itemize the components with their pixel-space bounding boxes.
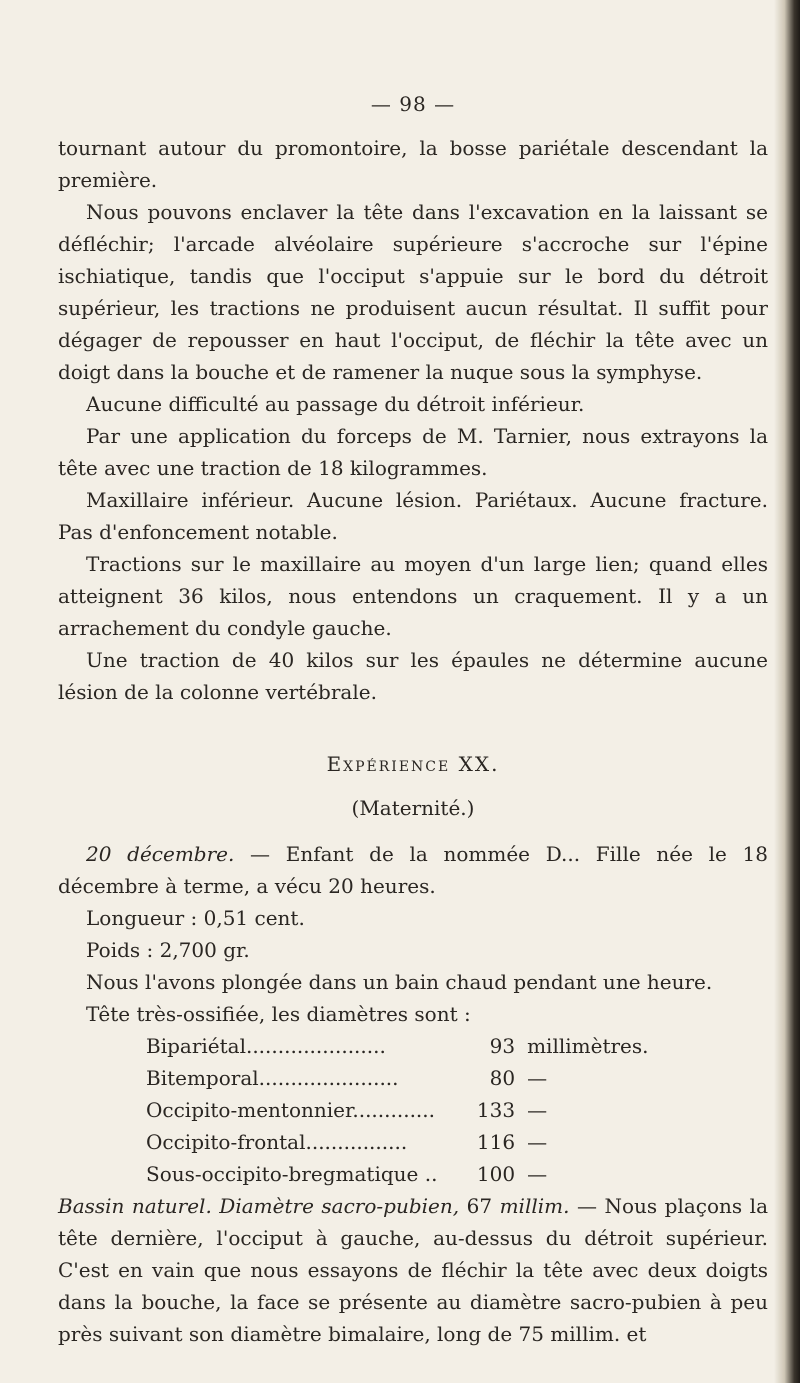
paragraph: Par une application du forceps de M. Tarnier, nous extrayons la tête avec une traction de 18 kilogrammes.	[58, 424, 768, 480]
paragraph: Aucune difficulté au passage du détroit inférieur.	[86, 392, 585, 416]
date-label: 20 décembre.	[86, 842, 235, 866]
longueur-line: Longueur : 0,51 cent.	[86, 906, 305, 930]
poids-line: Poids : 2,700 gr.	[86, 938, 250, 962]
measurement-label: Occipito-frontal................	[146, 1130, 408, 1154]
measurement-value: 93	[489, 1034, 516, 1058]
measurement-label: Bitemporal......................	[146, 1066, 399, 1090]
experience-subheading: (Maternité.)	[351, 796, 475, 820]
page-binding-edge	[774, 0, 800, 1383]
measurement-row	[146, 1062, 666, 1094]
page-number: — 98 —	[370, 92, 456, 116]
measurement-row	[146, 1094, 666, 1126]
measurement-value: 80	[489, 1066, 516, 1090]
measurement-value: 100	[476, 1162, 516, 1186]
bassin-paragraph	[58, 1190, 768, 1350]
measurement-value: 116	[476, 1130, 516, 1154]
measurement-row	[146, 1030, 666, 1062]
bassin-value: 67	[459, 1194, 500, 1218]
bassin-unit: millim.	[499, 1194, 570, 1218]
experience-heading-text: Expérience XX.	[326, 752, 500, 776]
measurement-label: Bipariétal......................	[146, 1034, 386, 1058]
measurement-unit: —	[527, 1066, 548, 1090]
experience-heading	[58, 748, 768, 780]
paragraph: Nous pouvons enclaver la tête dans l'excavation en la laissant se défléchir; l'arcade alvéolaire supérieure s'accroche sur l'épine ischiatique, tandis que l'occiput s'appuie sur le bord du détroit supérieur, les tractions ne produisent aucun résultat. Il suffit pour dégager de repousser en haut l'occiput, de fléchir la tête avec un doigt dans la bouche et de ramener la nuque sous la symphyse.	[58, 200, 768, 384]
bassin-label: Bassin naturel. Diamètre sacro-pubien,	[58, 1194, 460, 1218]
measurement-unit: —	[527, 1162, 548, 1186]
paragraph: Une traction de 40 kilos sur les épaules ne détermine aucune lésion de la colonne vertébrale.	[58, 648, 768, 704]
measurement-row	[146, 1158, 666, 1190]
measurements-table	[146, 1030, 666, 1190]
paragraph: Maxillaire inférieur. Aucune lésion. Pariétaux. Aucune fracture. Pas d'enfoncement notable.	[58, 488, 768, 544]
body-text	[58, 132, 768, 708]
paragraph: Tractions sur le maxillaire au moyen d'un large lien; quand elles atteignent 36 kilos, nous entendons un craquement. Il y a un arrachement du condyle gauche.	[58, 552, 768, 640]
measurement-label: Sous-occipito-bregmatique ..	[146, 1162, 438, 1186]
measurement-row	[146, 1126, 666, 1158]
measurement-value: 133	[476, 1098, 516, 1122]
measurement-label: Occipito-mentonnier.............	[146, 1098, 435, 1122]
bain-line: Nous l'avons plongée dans un bain chaud pendant une heure.	[86, 970, 713, 994]
book-page	[58, 88, 768, 1350]
date-paragraph	[58, 838, 768, 902]
tete-line: Tête très-ossifiée, les diamètres sont :	[86, 1002, 471, 1026]
bassin-text: — Nous plaçons la tête dernière, l'occiput à gauche, au-dessus du détroit supérieur. C'est en vain que nous essayons de fléchir la tête avec deux doigts dans la bouche, la face se présente au diamètre sacro-pubien à peu près suivant son diamètre bimalaire, long de 75 millim. et	[58, 1194, 768, 1346]
measurement-unit: —	[527, 1130, 548, 1154]
measurement-unit: —	[527, 1098, 548, 1122]
date-text: — Enfant de la nommée D... Fille née le 18 décembre à terme, a vécu 20 heures.	[58, 842, 768, 898]
measurement-unit: millimètres.	[527, 1034, 649, 1058]
paragraph: tournant autour du promontoire, la bosse pariétale descendant la première.	[58, 136, 768, 192]
